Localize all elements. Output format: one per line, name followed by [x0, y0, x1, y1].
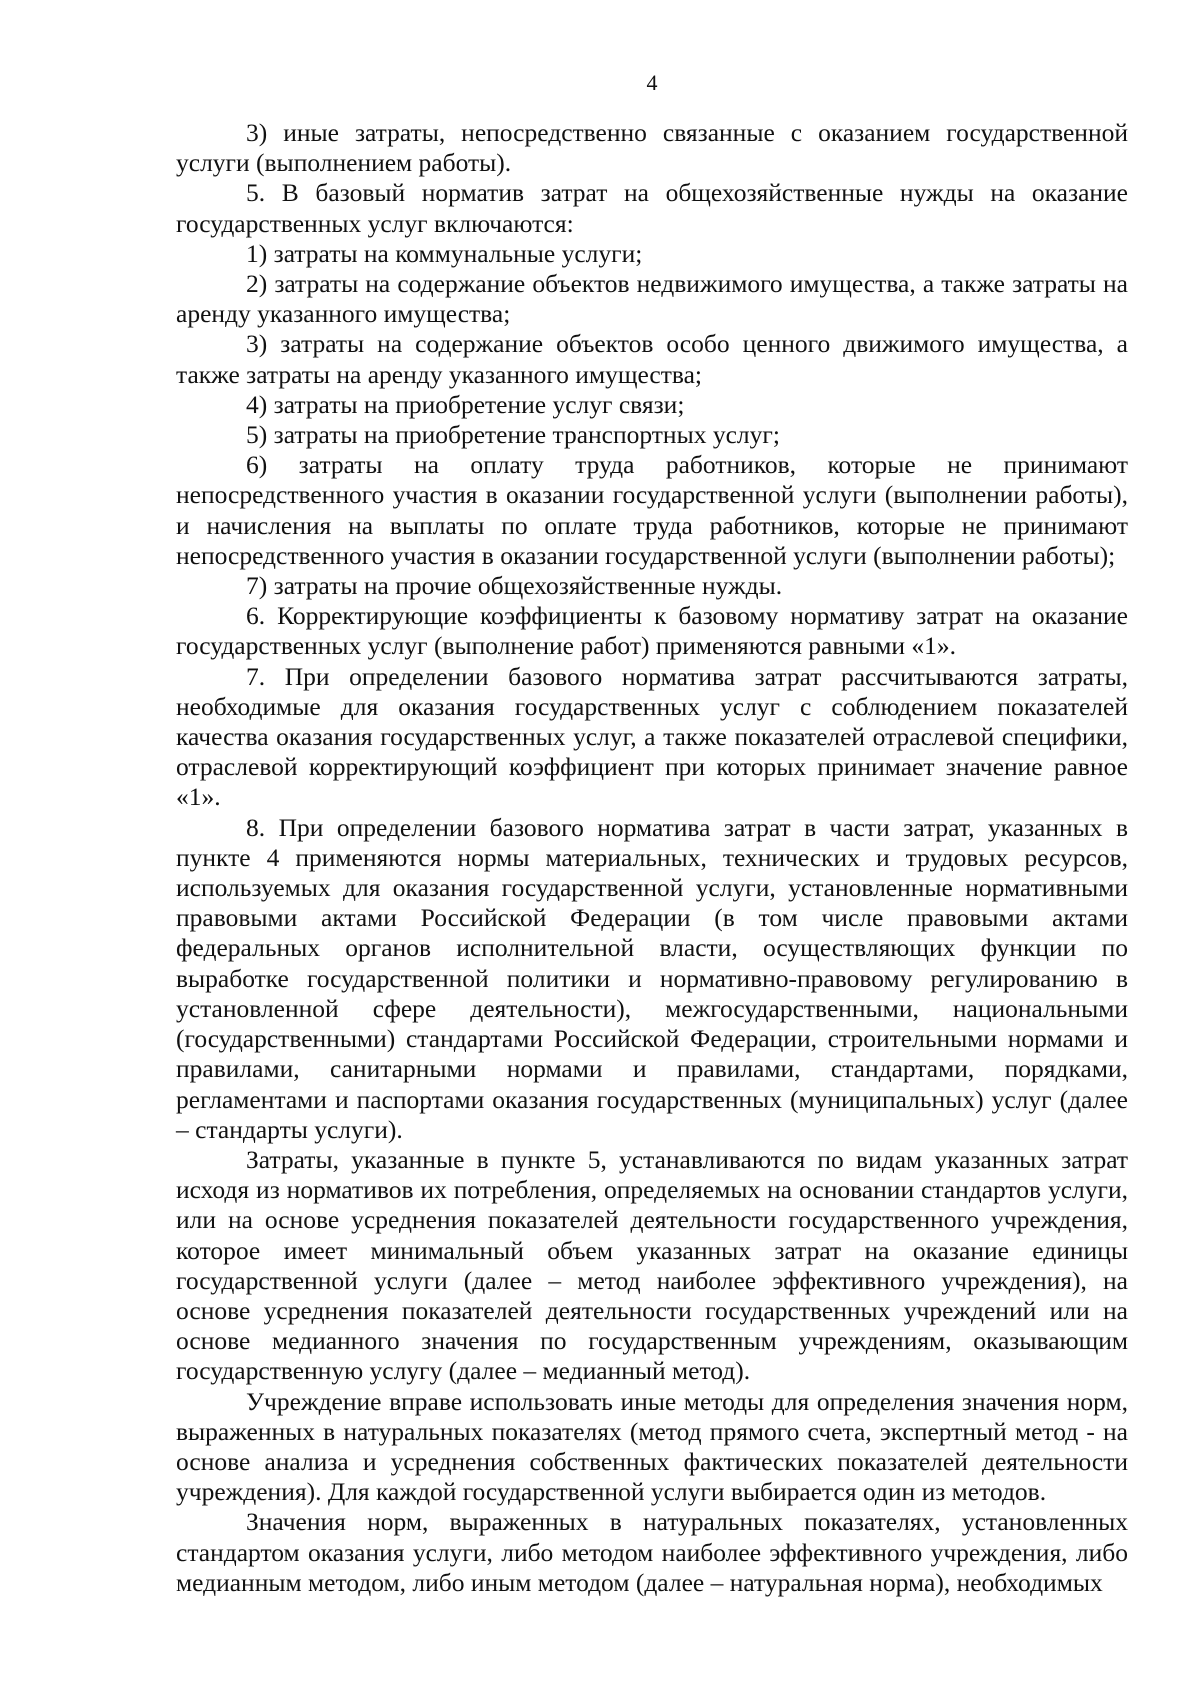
paragraph-item-4: 4) затраты на приобретение услуг связи; [246, 389, 685, 419]
paragraph-costs-clause-5: Затраты, указанные в пункте 5, устанавливаются по видам указанных затрат исходя из нормативов их потребления, определяемых на основании стандартов услуги, или на основе усреднения показателей деятельности государственного учреждения, которое имеет минимальный объем указанных затрат на оказание единицы государственной услуги (далее – метод наиболее эффективного учреждения), на основе усреднения показателей деятельности государственных учреждений или на основе медианного значения по государственным учреждениям, оказывающим государственную услугу (далее – медианный метод). [176, 1144, 1128, 1386]
document-body [176, 118, 1128, 1598]
paragraph-item-7: 7) затраты на прочие общехозяйственные нужды. [246, 571, 783, 601]
paragraph-clause-5: 5. В базовый норматив затрат на общехозяйственные нужды на оказание государственных услуг включаются: [176, 178, 1128, 238]
paragraph-clause-6: 6. Корректирующие коэффициенты к базовому нормативу затрат на оказание государственных услуг (выполнение работ) применяются равными «1». [176, 601, 1128, 661]
paragraph-item-1: 1) затраты на коммунальные услуги; [246, 238, 643, 268]
paragraph-item-6: 6) затраты на оплату труда работников, которые не принимают непосредственного участия в оказании государственной услуги (выполнении работы), и начисления на выплаты по оплате труда работников, которые не принимают непосредственного участия в оказании государственной услуги (выполнении работы); [176, 450, 1128, 570]
paragraph-clause-8: 8. При определении базового норматива затрат в части затрат, указанных в пункте 4 применяются нормы материальных, технических и трудовых ресурсов, используемых для оказания государственной услуги, установленные нормативными правовыми актами Российской Федерации (в том числе правовыми актами федеральных органов исполнительной власти, осуществляющих функции по выработке государственной политики и нормативно-правовому регулированию в установленной сфере деятельности), межгосударственными, национальными (государственными) стандартами Российской Федерации, строительными нормами и правилами, санитарными нормами и правилами, стандартами, порядками, регламентами и паспортами оказания государственных (муниципальных) услуг (далее – стандарты услуги). [176, 812, 1128, 1144]
paragraph-item-3b: 3) затраты на содержание объектов особо ценного движимого имущества, а также затраты на аренду указанного имущества; [176, 329, 1128, 389]
paragraph-item-2: 2) затраты на содержание объектов недвижимого имущества, а также затраты на аренду указанного имущества; [176, 269, 1128, 329]
paragraph-item-5: 5) затраты на приобретение транспортных услуг; [246, 420, 780, 450]
paragraph-clause-7: 7. При определении базового норматива затрат рассчитываются затраты, необходимые для оказания государственных услуг с соблюдением показателей качества оказания государственных услуг, а также показателей отраслевой специфики, отраслевой корректирующий коэффициент при которых принимает значение равное «1». [176, 661, 1128, 812]
paragraph-norm-values: Значения норм, выраженных в натуральных показателях, установленных стандартом оказания услуги, либо методом наиболее эффективного учреждения, либо медианным методом, либо иным методом (далее – натуральная норма), необходимых [176, 1507, 1128, 1597]
paragraph-other-methods: Учреждение вправе использовать иные методы для определения значения норм, выраженных в натуральных показателях (метод прямого счета, экспертный метод - на основе анализа и усреднения собственных фактических показателей деятельности учреждения). Для каждой государственной услуги выбирается один из методов. [176, 1386, 1128, 1507]
page-number: 4 [646, 70, 658, 95]
paragraph-item-3: 3) иные затраты, непосредственно связанные с оказанием государственной услуги (выполнением работы). [176, 118, 1128, 178]
